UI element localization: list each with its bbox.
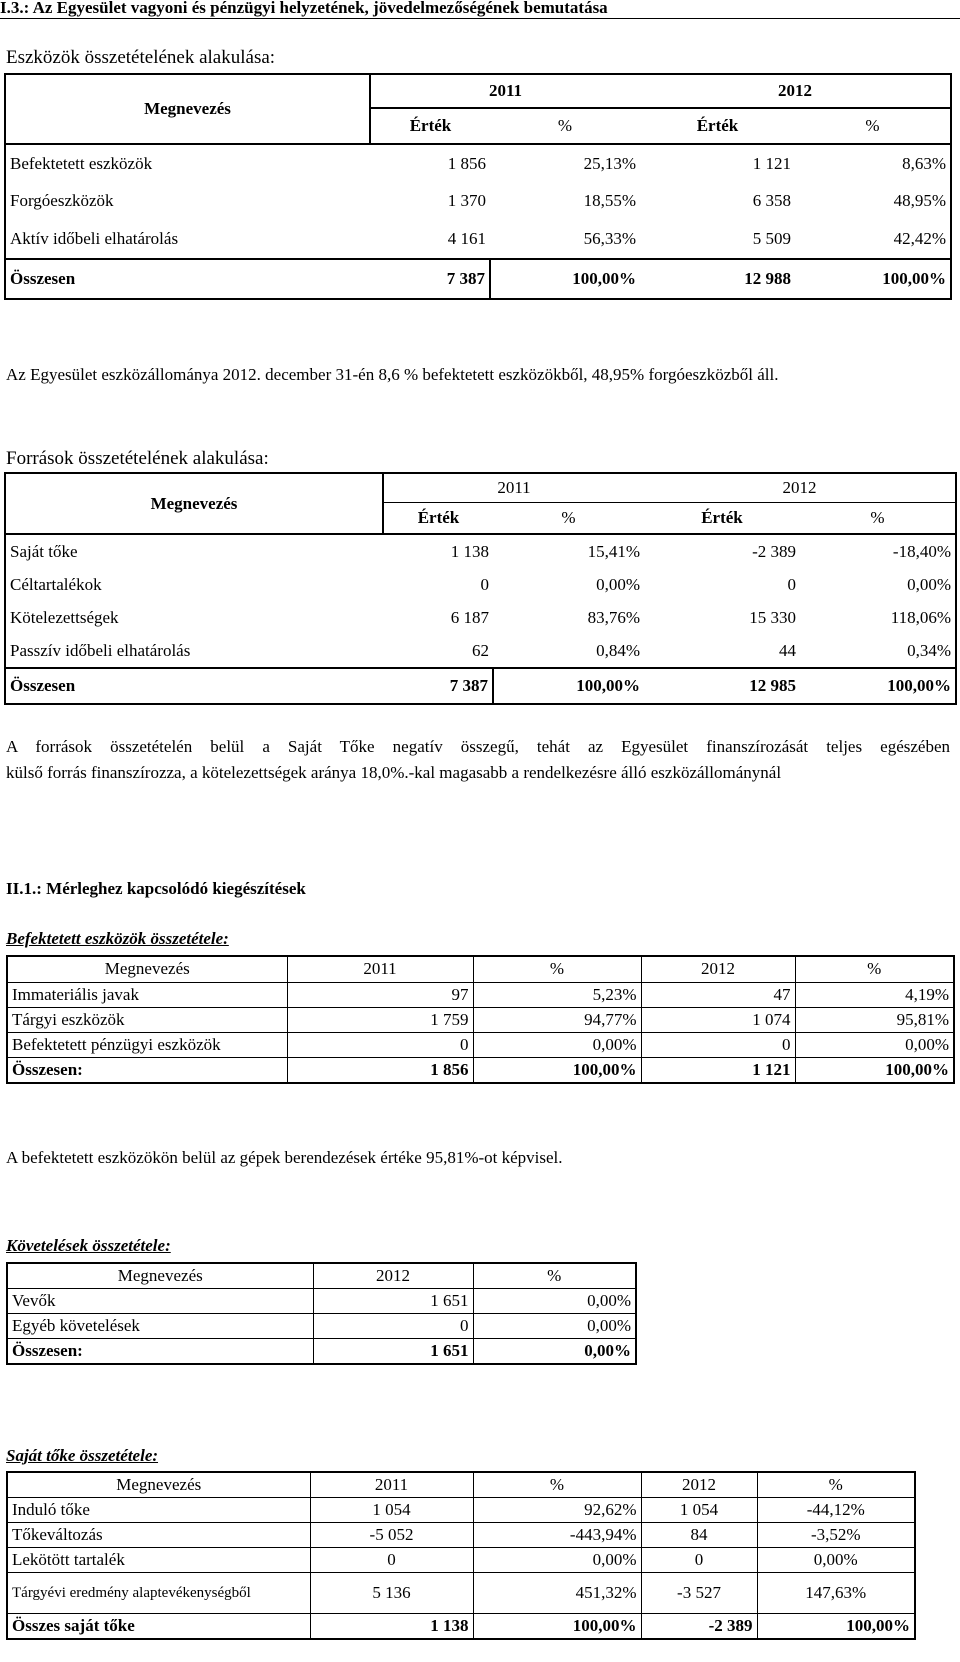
- table-row: [5, 569, 956, 601]
- row-name: Immateriális javak: [7, 982, 287, 1007]
- assets-header-pct2: %: [795, 108, 951, 144]
- sources-header-pct2: %: [800, 503, 956, 535]
- table-row: [7, 1573, 915, 1614]
- row-pct: -443,94%: [473, 1523, 641, 1548]
- row-pct: 94,77%: [473, 1007, 641, 1032]
- fixed-header-pct2: %: [795, 956, 954, 982]
- table-row-total: [7, 1057, 954, 1083]
- row-pct: 0,00%: [800, 569, 956, 601]
- row-value: 12 985: [644, 668, 800, 704]
- row-name: Tárgyi eszközök: [7, 1007, 287, 1032]
- sources-table: [4, 472, 957, 705]
- page-title-text: I.3.: Az Egyesület vagyoni és pénzügyi helyzetének, jövedelmezőségének bemutatása: [0, 0, 608, 17]
- row-pct: 100,00%: [800, 668, 956, 704]
- row-name: Összes saját tőke: [7, 1614, 310, 1640]
- row-pct: 118,06%: [800, 601, 956, 634]
- table-row: [7, 1523, 915, 1548]
- row-value: 1 138: [383, 534, 493, 569]
- row-name: Kötelezettségek: [5, 601, 383, 634]
- row-value: -3 527: [641, 1573, 757, 1614]
- row-pct: 100,00%: [473, 1057, 641, 1083]
- row-value: 0: [641, 1548, 757, 1573]
- row-pct: 42,42%: [795, 220, 951, 259]
- row-pct: 92,62%: [473, 1498, 641, 1523]
- equity-header-year1: 2011: [310, 1472, 473, 1498]
- row-name: Passzív időbeli elhatárolás: [5, 634, 383, 668]
- table-row: [5, 601, 956, 634]
- row-name: Egyéb követelések: [7, 1314, 313, 1339]
- row-name: Lekötött tartalék: [7, 1548, 310, 1573]
- row-value: 47: [641, 982, 795, 1007]
- row-value: 1 651: [313, 1339, 473, 1365]
- sources-header-value2: Érték: [644, 503, 800, 535]
- row-pct: 0,00%: [473, 1289, 636, 1314]
- fixed-header-pct1: %: [473, 956, 641, 982]
- row-name: Induló tőke: [7, 1498, 310, 1523]
- row-pct: 8,63%: [795, 144, 951, 182]
- row-value: 4 161: [370, 220, 490, 259]
- table-row: [7, 1032, 954, 1057]
- assets-note: Az Egyesület eszközállománya 2012. december 31-én 8,6 % befektetett eszközökből, 48,95% forgóeszközből áll.: [6, 365, 779, 384]
- sources-header-value1: Érték: [383, 503, 493, 535]
- row-name: Összesen:: [7, 1339, 313, 1365]
- table-row: [7, 1314, 636, 1339]
- table-row: [7, 1289, 636, 1314]
- assets-header-pct1: %: [490, 108, 640, 144]
- row-pct: 56,33%: [490, 220, 640, 259]
- sources-header-year2: 2012: [644, 473, 956, 503]
- row-value: -2 389: [641, 1614, 757, 1640]
- row-pct: 0,00%: [795, 1032, 954, 1057]
- row-pct: 0,00%: [596, 575, 640, 594]
- fixed-header-name: Megnevezés: [7, 956, 287, 982]
- row-value: 0: [287, 1032, 473, 1057]
- row-pct: -18,40%: [800, 534, 956, 569]
- row-value: 1 121: [641, 1057, 795, 1083]
- row-value: 44: [644, 634, 800, 668]
- sources-note-line2: külső forrás finanszírozza, a kötelezettségek aránya 18,0%.-kal magasabb a rendelkezésre álló eszközállománynál: [6, 763, 782, 782]
- row-value: 12 988: [640, 259, 795, 299]
- row-name: Tőkeváltozás: [7, 1523, 310, 1548]
- row-value: 1 759: [287, 1007, 473, 1032]
- row-value: 1 856: [287, 1057, 473, 1083]
- equity-header-name: Megnevezés: [7, 1472, 310, 1498]
- fixed-note: A befektetett eszközökön belül az gépek berendezések értéke 95,81%-ot képvisel.: [6, 1148, 563, 1167]
- row-value: 5 136: [310, 1573, 473, 1614]
- row-pct: -3,52%: [757, 1523, 915, 1548]
- row-pct: 100,00%: [473, 1614, 641, 1640]
- row-name: Saját tőke: [5, 534, 383, 569]
- table-row: [5, 534, 956, 569]
- row-name: Aktív időbeli elhatárolás: [5, 220, 370, 259]
- row-value: -2 389: [644, 534, 800, 569]
- assets-header-year1: 2011: [370, 74, 640, 108]
- row-name: Összesen:: [7, 1057, 287, 1083]
- row-name: Befektetett eszközök: [5, 144, 370, 182]
- receivables-table: [6, 1262, 637, 1365]
- table-row: [7, 1498, 915, 1523]
- row-pct: 451,32%: [473, 1573, 641, 1614]
- row-value: 84: [641, 1523, 757, 1548]
- row-value: 97: [287, 982, 473, 1007]
- table-row-total: [5, 259, 951, 299]
- row-pct: 25,13%: [490, 144, 640, 182]
- table-row: [7, 982, 954, 1007]
- row-value: 1 856: [370, 144, 490, 182]
- row-name: Befektetett pénzügyi eszközök: [7, 1032, 287, 1057]
- equity-caption: Saját tőke összetétele:: [6, 1446, 159, 1465]
- row-pct: 5,23%: [473, 982, 641, 1007]
- row-pct: 83,76%: [587, 607, 640, 627]
- page-title: [0, 0, 960, 19]
- table-row-total: [5, 668, 956, 704]
- row-value: 1 054: [310, 1498, 473, 1523]
- row-pct: 0,00%: [473, 1314, 636, 1339]
- equity-header-pct2: %: [757, 1472, 915, 1498]
- row-value: 15 330: [749, 607, 796, 627]
- fixed-header-year2: 2012: [641, 956, 795, 982]
- row-name: Összesen: [5, 668, 383, 704]
- row-value: 6 358: [752, 191, 791, 210]
- assets-header-value2: Érték: [640, 108, 795, 144]
- row-pct: 48,95%: [795, 182, 951, 220]
- row-pct: 0,84%: [493, 634, 644, 668]
- row-value: 0: [310, 1548, 473, 1573]
- row-value: 62: [383, 634, 493, 668]
- row-value: 1 370: [447, 191, 486, 210]
- table-row: [7, 1548, 915, 1573]
- row-value: 0: [480, 575, 489, 594]
- table-row: [5, 220, 951, 259]
- row-pct: 100,00%: [795, 259, 951, 299]
- row-value: 7 387: [383, 668, 493, 704]
- row-name: Forgóeszközök: [5, 182, 370, 220]
- row-value: 0: [313, 1314, 473, 1339]
- table-row: [5, 634, 956, 668]
- row-pct: 95,81%: [795, 1007, 954, 1032]
- row-pct: 0,00%: [757, 1548, 915, 1573]
- equity-table: [6, 1471, 916, 1640]
- row-pct: 100,00%: [795, 1057, 954, 1083]
- row-value: 6 187: [450, 607, 489, 627]
- equity-header-pct1: %: [473, 1472, 641, 1498]
- row-value: 5 509: [640, 220, 795, 259]
- row-value: -5 052: [310, 1523, 473, 1548]
- assets-caption: Eszközök összetételének alakulása:: [6, 47, 276, 68]
- sources-caption: Források összetételének alakulása:: [6, 448, 269, 469]
- row-value: 1 054: [641, 1498, 757, 1523]
- row-pct: 100,00%: [493, 668, 644, 704]
- receivables-header-name: Megnevezés: [7, 1263, 313, 1289]
- row-pct: 15,41%: [493, 534, 644, 569]
- table-row-total: [7, 1339, 636, 1365]
- table-row-total: [7, 1614, 915, 1640]
- equity-header-year2: 2012: [641, 1472, 757, 1498]
- row-value: 1 074: [641, 1007, 795, 1032]
- row-pct: 0,34%: [800, 634, 956, 668]
- row-name: Vevők: [7, 1289, 313, 1314]
- row-pct: 4,19%: [795, 982, 954, 1007]
- fixed-table: [6, 955, 955, 1084]
- sources-header-name: Megnevezés: [5, 473, 383, 534]
- row-value: 1 121: [640, 144, 795, 182]
- assets-header-year2: 2012: [640, 74, 951, 108]
- fixed-caption: Befektetett eszközök összetétele:: [6, 929, 229, 948]
- sources-note-line1: A források összetételén belül a Saját Tőke negatív összegű, tehát az Egyesület finanszírozását teljes egészében: [6, 737, 950, 756]
- row-name: Összesen: [5, 259, 370, 299]
- row-value: 0: [787, 575, 796, 594]
- receivables-header-pct: %: [473, 1263, 636, 1289]
- receivables-header-year: 2012: [313, 1263, 473, 1289]
- row-value: 1 651: [313, 1289, 473, 1314]
- row-value: 0: [641, 1032, 795, 1057]
- row-pct: 18,55%: [583, 191, 636, 210]
- row-value: 1 138: [310, 1614, 473, 1640]
- row-pct: 100,00%: [490, 259, 640, 299]
- fixed-header-year1: 2011: [287, 956, 473, 982]
- table-row: [5, 182, 951, 220]
- row-pct: -44,12%: [757, 1498, 915, 1523]
- section2-title: II.1.: Mérleghez kapcsolódó kiegészítések: [6, 879, 306, 898]
- row-pct: 0,00%: [473, 1339, 636, 1365]
- assets-header-value1: Érték: [370, 108, 490, 144]
- row-pct: 147,63%: [757, 1573, 915, 1614]
- assets-header-name: Megnevezés: [5, 74, 370, 144]
- table-row: [5, 144, 951, 182]
- row-pct: 0,00%: [473, 1032, 641, 1057]
- receivables-caption: Követelések összetétele:: [6, 1236, 171, 1255]
- row-name: Tárgyévi eredmény alaptevékenységből: [7, 1573, 310, 1614]
- sources-header-year1: 2011: [383, 473, 644, 503]
- row-pct: 0,00%: [473, 1548, 641, 1573]
- table-row: [7, 1007, 954, 1032]
- row-pct: 100,00%: [757, 1614, 915, 1640]
- sources-header-pct1: %: [493, 503, 644, 535]
- assets-table: [4, 73, 952, 300]
- row-value: 7 387: [370, 259, 490, 299]
- row-name: Céltartalékok: [5, 569, 383, 601]
